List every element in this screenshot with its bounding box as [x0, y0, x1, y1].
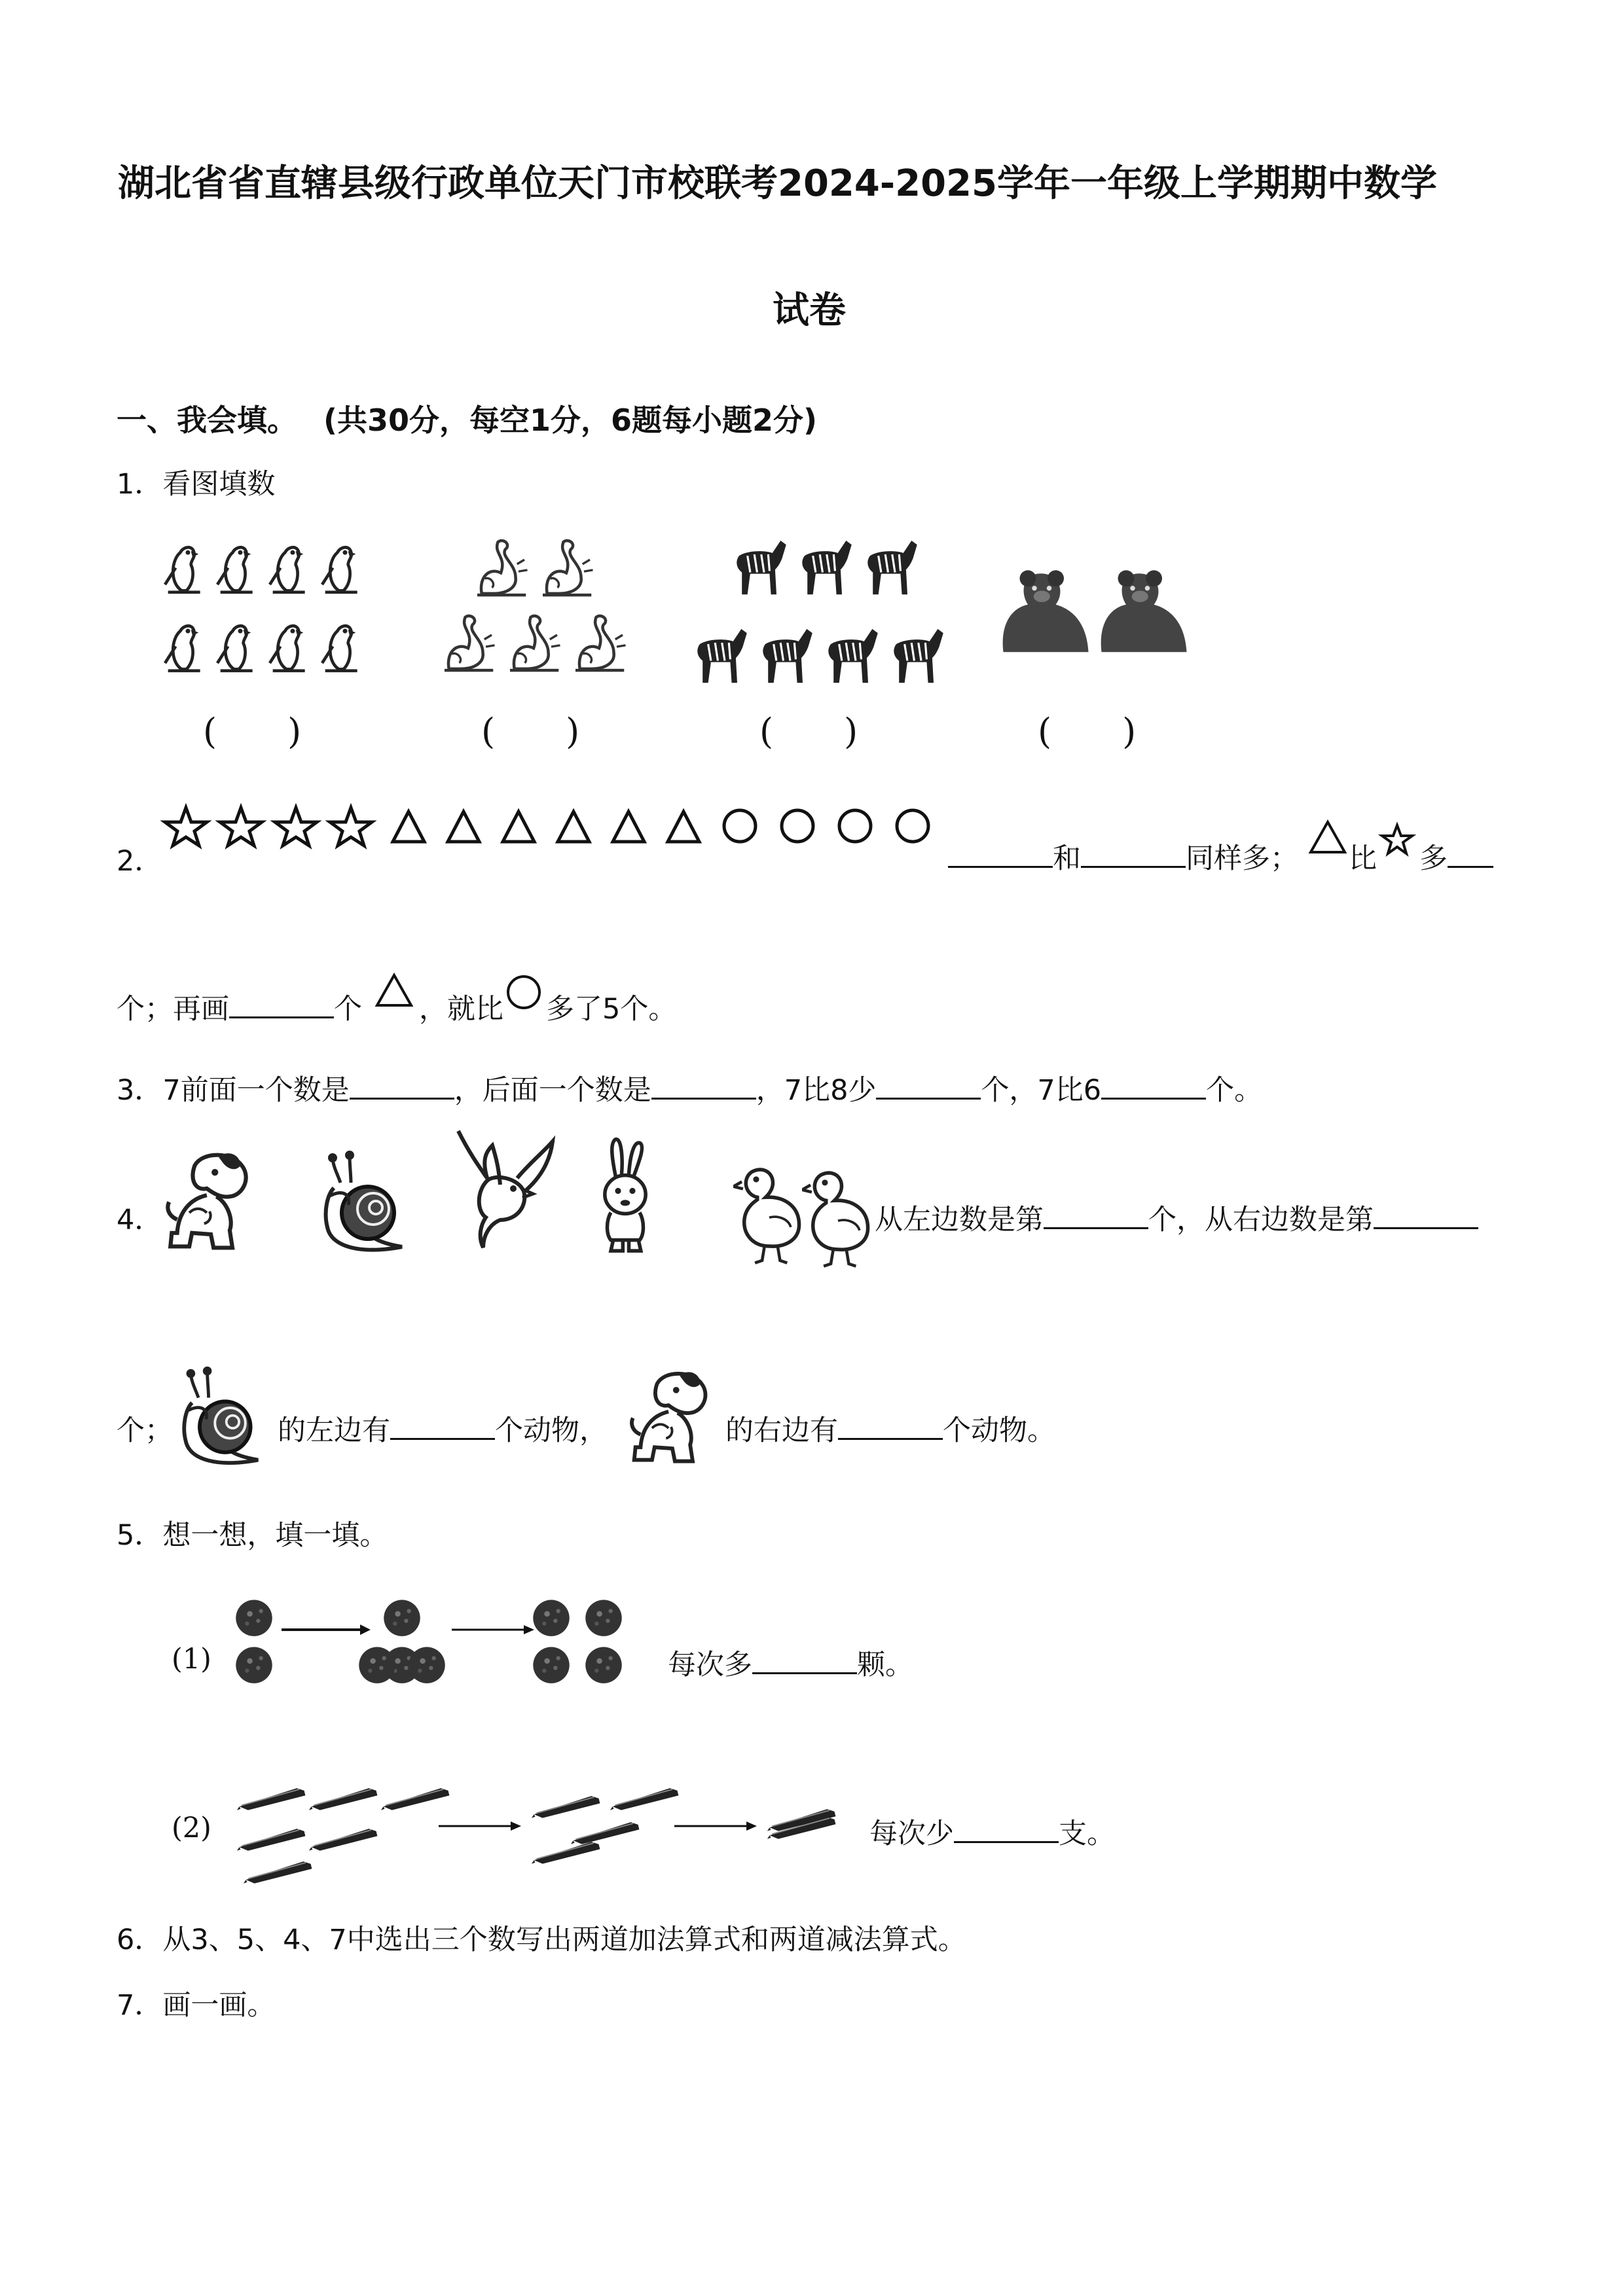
- bear-icon: [995, 563, 1093, 661]
- triangle-icon: [558, 812, 589, 842]
- answer-blank[interactable]: [1448, 841, 1493, 868]
- q3-a: 7前面一个数是: [162, 1074, 350, 1107]
- duck-icon: [733, 1165, 805, 1266]
- q1-answer-paren[interactable]: ( ): [1038, 711, 1137, 752]
- triangle-icon: [668, 812, 699, 842]
- answer-blank[interactable]: [1081, 841, 1186, 868]
- zebra-icon: [884, 612, 946, 697]
- q2-same: 同样多；: [1186, 842, 1298, 875]
- section-heading: [117, 397, 817, 440]
- star-icon: [1380, 823, 1414, 857]
- pencil-icon: [571, 1822, 640, 1844]
- q2-duo-text: 多: [1419, 842, 1448, 875]
- q2-bi: 比: [1349, 842, 1377, 875]
- pencil-icon: [309, 1829, 378, 1851]
- q2-shapes: [162, 805, 935, 857]
- q2-line1: [948, 836, 1298, 876]
- pencil-icon: [381, 1788, 450, 1810]
- section-note: (共30分，每空1分，6题每小题2分): [323, 403, 818, 438]
- answer-blank[interactable]: [752, 1647, 857, 1674]
- parrot-icon: [318, 615, 363, 677]
- circle-icon: [839, 810, 871, 842]
- parrot-icon: [213, 615, 259, 677]
- zebra-icon: [792, 524, 854, 609]
- q5-p2-b: 支。: [1059, 1818, 1115, 1850]
- q2-ge2: 个: [334, 993, 362, 1026]
- parrot-icon: [265, 615, 311, 677]
- parrot-icon: [213, 537, 259, 599]
- bear-icon: [1093, 563, 1192, 661]
- q5-p1-label: (1): [172, 1643, 211, 1676]
- q7: [117, 1983, 275, 2023]
- ball-icon: [533, 1647, 569, 1683]
- swan-icon: [570, 609, 629, 677]
- q4-e: 个动物，: [495, 1414, 608, 1447]
- q2-and: 和: [1053, 842, 1081, 875]
- ball-icon: [533, 1600, 569, 1636]
- q4-d: 的左边有: [278, 1414, 390, 1447]
- ball-icon: [585, 1600, 621, 1636]
- swan-icon: [439, 609, 498, 677]
- q5-p1-b: 颗。: [857, 1649, 913, 1681]
- q5-p2-a: 每次少: [869, 1818, 954, 1850]
- circle-icon: [897, 810, 928, 842]
- zebra-icon: [727, 524, 789, 609]
- q2-ge: 个；再画: [117, 993, 229, 1026]
- q3: [117, 1068, 1262, 1108]
- q5-text: 想一想，填一填。: [162, 1519, 388, 1552]
- triangle-icon: [448, 812, 479, 842]
- answer-blank[interactable]: [1044, 1202, 1148, 1229]
- zebra-icon: [818, 612, 881, 697]
- pencil-icon: [532, 1842, 600, 1864]
- ball-icon: [585, 1647, 621, 1683]
- star-icon: [220, 808, 262, 846]
- pencil-icon: [237, 1829, 306, 1851]
- q4-line2a: [278, 1408, 608, 1448]
- duck-icon: [802, 1168, 874, 1270]
- ball-icon: [359, 1647, 395, 1683]
- q1-answer-paren[interactable]: ( ): [759, 711, 858, 752]
- q5-p1-a: 每次多: [668, 1649, 752, 1681]
- dog-icon: [622, 1365, 720, 1473]
- q4-line1: [875, 1198, 1478, 1238]
- q4-g: 个动物。: [943, 1414, 1055, 1447]
- q2-jiu: ，就比: [419, 993, 503, 1026]
- zebra-icon: [753, 612, 815, 697]
- triangle-icon: [393, 812, 424, 842]
- answer-blank[interactable]: [876, 1073, 981, 1100]
- q3-d: 个，7比6: [981, 1074, 1102, 1107]
- triangle-icon: [613, 812, 644, 842]
- page-title-line2: 试卷: [773, 289, 846, 332]
- pencil-icon: [244, 1861, 312, 1884]
- q3-e: 个。: [1206, 1074, 1263, 1107]
- q7-text: 画一画。: [162, 1989, 276, 2022]
- pencil-icon: [309, 1788, 378, 1810]
- q5-number: 5．: [117, 1519, 163, 1552]
- star-icon: [275, 808, 317, 846]
- q1-text: 看图填数: [162, 468, 276, 501]
- q5-prompt: [117, 1513, 388, 1553]
- q4-f: 的右边有: [725, 1414, 838, 1447]
- q4-line2b: [725, 1408, 1055, 1448]
- q5-p2-sequence: [229, 1780, 851, 1885]
- ball-icon: [236, 1600, 272, 1636]
- star-icon: [330, 808, 372, 846]
- answer-blank[interactable]: [390, 1413, 495, 1440]
- triangle-icon: [1308, 819, 1347, 855]
- answer-blank[interactable]: [954, 1816, 1059, 1843]
- q3-number: 3．: [117, 1074, 163, 1107]
- answer-blank[interactable]: [651, 1073, 756, 1100]
- pencil-icon: [610, 1788, 679, 1810]
- circle-icon: [782, 810, 813, 842]
- circle-icon: [724, 810, 756, 842]
- answer-blank[interactable]: [838, 1413, 943, 1440]
- q6-number: 6．: [117, 1924, 163, 1956]
- triangle-icon: [374, 973, 414, 1008]
- q3-b: ，后面一个数是: [454, 1074, 651, 1107]
- q5-p2-label: (2): [172, 1812, 211, 1844]
- swan-icon: [537, 533, 596, 602]
- section-title: 一、我会填。: [117, 403, 297, 438]
- q7-number: 7．: [117, 1989, 163, 2022]
- answer-blank[interactable]: [948, 841, 1053, 868]
- snail-icon: [172, 1365, 270, 1473]
- rabbit-icon: [589, 1132, 661, 1257]
- q2-duo: [1419, 836, 1493, 876]
- q1-prompt: [117, 462, 275, 502]
- pencil-icon: [532, 1796, 600, 1818]
- page-title: 湖北省省直辖县级行政单位天门市校联考2024-2025学年一年级上学期期中数学: [118, 162, 1437, 205]
- q5-p2-text: [869, 1812, 1115, 1852]
- answer-blank[interactable]: [350, 1073, 454, 1100]
- answer-blank[interactable]: [1374, 1202, 1478, 1229]
- q4-a: 从左边数是第: [875, 1204, 1044, 1236]
- q6: [117, 1918, 966, 1958]
- dog-icon: [157, 1145, 262, 1260]
- q1-answer-paren[interactable]: ( ): [481, 711, 580, 752]
- ball-icon: [384, 1600, 420, 1636]
- q5-p1-text: [668, 1643, 913, 1683]
- pencil-icon: [237, 1788, 306, 1810]
- star-icon: [165, 808, 207, 846]
- ball-icon: [409, 1647, 445, 1683]
- answer-blank[interactable]: [1101, 1073, 1206, 1100]
- q6-text: 从3、5、4、7中选出三个数写出两道加法算式和两道减法算式。: [162, 1924, 966, 1956]
- q1-number: 1．: [117, 468, 163, 501]
- parrot-icon: [318, 537, 363, 599]
- q4-b: 个，从右边数是第: [1148, 1204, 1374, 1236]
- answer-blank[interactable]: [229, 992, 334, 1018]
- q3-c: ，7比8少: [756, 1074, 877, 1107]
- swan-icon: [471, 533, 530, 602]
- q2-number: 2．: [117, 845, 163, 878]
- q2-line2: [117, 987, 362, 1027]
- q2-end: 多了5个。: [546, 993, 677, 1026]
- swan-icon: [504, 609, 563, 677]
- parrot-icon: [160, 615, 206, 677]
- zebra-icon: [687, 612, 750, 697]
- triangle-icon: [503, 812, 534, 842]
- parrot-icon: [160, 537, 206, 599]
- bird-icon: [445, 1126, 556, 1257]
- circle-icon: [505, 974, 542, 1011]
- q5-p1-sequence: [229, 1590, 635, 1689]
- parrot-icon: [265, 537, 311, 599]
- q4-c: 个；: [117, 1414, 173, 1447]
- ball-icon: [236, 1647, 272, 1683]
- snail-icon: [314, 1149, 412, 1260]
- q1-answer-paren[interactable]: ( ): [203, 711, 302, 752]
- q4-number: 4．: [117, 1204, 163, 1236]
- zebra-icon: [858, 524, 920, 609]
